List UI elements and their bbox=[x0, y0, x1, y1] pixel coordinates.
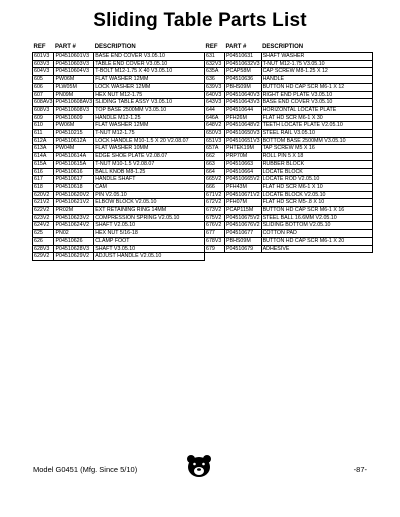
table-row bbox=[33, 91, 205, 99]
description-cell: SLIDING BOTTOM V2.05.10 bbox=[261, 222, 372, 230]
part-number-cell: PHTEK19M bbox=[225, 145, 262, 153]
part-number-cell: PW04M bbox=[54, 145, 94, 153]
ref-cell: 671V2 bbox=[205, 191, 225, 199]
part-number-cell: PN09M bbox=[54, 91, 94, 99]
description-cell: T-NUT M12-1.75 bbox=[94, 130, 205, 138]
table-row bbox=[205, 237, 373, 245]
part-number-cell: PFH43M bbox=[225, 183, 262, 191]
table-row bbox=[205, 130, 373, 138]
ref-cell: 608AV3 bbox=[34, 99, 53, 106]
table-row bbox=[205, 99, 373, 107]
table-row bbox=[33, 122, 205, 130]
page-number: -87- bbox=[353, 465, 367, 474]
description-cell: LOCK WASHER 12MM bbox=[94, 83, 205, 91]
ref-cell: 628V3 bbox=[33, 245, 54, 253]
ref-cell: 632V3 bbox=[205, 60, 225, 68]
ref-cell: 625 bbox=[33, 230, 54, 238]
ref-cell: 623V2 bbox=[33, 214, 54, 222]
description-cell: T-BOLT M12-1.75 X 40 V3.05.10 bbox=[94, 68, 205, 76]
description-cell: COMPRESSION SPRING V2.05.10 bbox=[94, 214, 205, 222]
part-number-cell: P04510601V3 bbox=[54, 53, 94, 61]
description-cell: BUTTON HD CAP SCR M6-1 X 12 bbox=[261, 83, 372, 91]
description-cell: FLAT WASHER 12MM bbox=[94, 122, 205, 130]
ref-cell: 616 bbox=[33, 168, 54, 176]
part-number-cell: PW06M bbox=[54, 122, 94, 130]
table-row bbox=[33, 237, 205, 245]
ref-cell: 675V2 bbox=[205, 214, 225, 222]
description-header: DESCRIPTION bbox=[262, 44, 304, 51]
table-row bbox=[205, 230, 373, 238]
ref-cell: 612A bbox=[33, 137, 54, 145]
table-row bbox=[33, 137, 205, 145]
ref-header: REF bbox=[205, 44, 218, 51]
part-number-cell: P04510644 bbox=[225, 106, 262, 114]
part-number-cell: P04510677 bbox=[225, 230, 262, 238]
table-row bbox=[33, 60, 205, 68]
table-row bbox=[33, 53, 205, 61]
part-number-cell: P04510617 bbox=[54, 176, 94, 184]
ref-cell: 640V3 bbox=[205, 91, 225, 99]
part-number-cell: PCAP115M bbox=[225, 207, 262, 215]
ref-cell: 662 bbox=[205, 153, 225, 161]
ref-cell: 613A bbox=[33, 145, 54, 153]
part-number-cell: PFH07M bbox=[225, 199, 262, 207]
description-cell: HANDLE bbox=[261, 76, 372, 84]
part-header: PART # bbox=[225, 44, 247, 51]
ref-cell: 643V3 bbox=[205, 99, 225, 107]
table-row bbox=[205, 60, 373, 68]
ref-cell: 664 bbox=[205, 168, 225, 176]
table-row bbox=[33, 191, 205, 199]
table-header-row bbox=[33, 43, 205, 53]
ref-cell: 603V3 bbox=[33, 60, 54, 68]
ref-cell: 617 bbox=[33, 176, 54, 184]
description-cell: EXT RETAINING RING 14MM bbox=[94, 207, 205, 215]
table-row bbox=[33, 230, 205, 238]
ref-cell: 631 bbox=[205, 53, 225, 61]
part-number-cell: P04510624V2 bbox=[54, 222, 94, 230]
description-cell: CLAMP FOOT bbox=[94, 237, 205, 245]
table-row bbox=[33, 253, 205, 261]
model-footer: Model G0451 (Mfg. Since 5/10) bbox=[33, 465, 138, 474]
ref-cell: 610 bbox=[33, 122, 54, 130]
description-cell: SLIDING TABLE ASSY V3.05.10 bbox=[94, 99, 205, 107]
part-header: PART # bbox=[54, 44, 76, 51]
page-title: Sliding Table Parts List bbox=[93, 10, 307, 31]
ref-cell: 665V2 bbox=[205, 176, 225, 184]
table-row bbox=[33, 207, 205, 215]
table-row bbox=[205, 199, 373, 207]
description-cell: CAP SCREW M8-1.25 X 12 bbox=[261, 68, 372, 76]
part-number-cell: P04510604V3 bbox=[54, 68, 94, 76]
ref-cell: 657A bbox=[205, 145, 225, 153]
description-cell: RIGHT END PLATE V3.05.10 bbox=[261, 91, 372, 99]
ref-cell: 666 bbox=[205, 183, 225, 191]
table-row bbox=[205, 160, 373, 168]
description-cell: HEX NUT M12-1.75 bbox=[94, 91, 205, 99]
part-number-cell: P04510640V3 bbox=[226, 91, 260, 98]
ref-cell: 646A bbox=[205, 114, 225, 122]
part-number-cell: P04510671V2 bbox=[226, 191, 260, 198]
ref-cell: 644 bbox=[205, 106, 225, 114]
ref-cell: 605 bbox=[33, 76, 54, 84]
part-number-cell: PLW05M bbox=[54, 83, 94, 91]
table-row bbox=[205, 222, 373, 230]
ref-cell: 639V3 bbox=[205, 83, 225, 91]
description-cell: SHAFT WASHER bbox=[261, 53, 372, 61]
description-cell: TOP BASE 2500MM V3.05.10 bbox=[94, 106, 205, 114]
description-cell: HORIZONTAL LOCATE PLATE bbox=[261, 106, 372, 114]
table-row bbox=[205, 168, 373, 176]
ref-cell: 606 bbox=[33, 83, 54, 91]
part-number-cell: P04510648V2 bbox=[226, 122, 260, 129]
description-cell: ADJUST HANDLE V2.05.10 bbox=[94, 253, 205, 261]
ref-cell: 620V2 bbox=[33, 191, 54, 199]
description-cell: FLAT WASHER 12MM bbox=[94, 76, 205, 84]
ref-cell: 621V2 bbox=[33, 199, 54, 207]
description-cell: COTTON PAD bbox=[261, 230, 372, 238]
ref-cell: 608V3 bbox=[33, 106, 54, 114]
description-cell: RUBBER BLOCK bbox=[261, 160, 372, 168]
description-cell: TEETH LOCATE PLATE V2.05.10 bbox=[261, 122, 372, 130]
table-row bbox=[205, 53, 373, 61]
part-number-cell: P04510621V2 bbox=[54, 199, 94, 207]
description-cell: LOCK HANDLE M10-1.5 X 20 V2.08.07 bbox=[94, 137, 205, 145]
ref-cell: 678V3 bbox=[205, 237, 225, 245]
description-cell: TABLE END COVER V3.05.10 bbox=[94, 60, 205, 68]
part-number-cell: PW06M bbox=[54, 76, 94, 84]
ref-cell: 636 bbox=[205, 76, 225, 84]
part-number-cell: P04510609 bbox=[54, 114, 94, 122]
ref-cell: 672V2 bbox=[205, 199, 225, 207]
ref-cell: 618 bbox=[33, 183, 54, 191]
part-number-cell: P04510215 bbox=[54, 130, 94, 138]
description-cell: STEEL BALL 16.6MM V2.05.10 bbox=[261, 214, 372, 222]
table-row bbox=[205, 183, 373, 191]
description-cell: FLAT HD SCR M6-1 X 30 bbox=[261, 114, 372, 122]
table-row bbox=[33, 130, 205, 138]
description-cell: ELBOW BLOCK V2.05.10 bbox=[94, 199, 205, 207]
description-cell: BASE END COVER V3.05.10 bbox=[94, 53, 205, 61]
ref-cell: 679 bbox=[205, 245, 225, 253]
part-number-cell: P04510664 bbox=[225, 168, 262, 176]
table-row bbox=[33, 68, 205, 76]
description-cell: T-NUT M10-1.5 V2.08.07 bbox=[94, 160, 205, 168]
part-number-cell: P04510623V2 bbox=[54, 214, 94, 222]
ref-cell: 622V2 bbox=[33, 207, 54, 215]
description-cell: LOCATE ROD V2.05.10 bbox=[261, 176, 372, 184]
grizzly-bear-logo-icon bbox=[185, 453, 213, 479]
description-cell: ROLL PIN 5 X 18 bbox=[261, 153, 372, 161]
part-number-cell: P04510679 bbox=[225, 245, 262, 253]
table-row bbox=[205, 207, 373, 215]
table-row bbox=[33, 153, 205, 161]
table-row bbox=[33, 183, 205, 191]
table-row bbox=[205, 245, 373, 253]
table-row bbox=[33, 199, 205, 207]
part-number-cell: P04510676V2 bbox=[226, 222, 260, 229]
description-cell: LOCATE BLOCK bbox=[261, 168, 372, 176]
description-cell: TAP SCREW M5 X 16 bbox=[261, 145, 372, 153]
parts-table-right bbox=[204, 43, 373, 253]
part-number-cell: P04510614A bbox=[54, 153, 94, 161]
part-number-cell: P04510663 bbox=[225, 160, 262, 168]
part-number-cell: P04510608AV3 bbox=[55, 99, 93, 106]
part-number-cell: PN02 bbox=[54, 230, 94, 238]
part-number-cell: P04510612A bbox=[54, 137, 94, 145]
table-row bbox=[205, 114, 373, 122]
table-row bbox=[33, 145, 205, 153]
ref-cell: 615A bbox=[33, 160, 54, 168]
ref-cell: 607 bbox=[33, 91, 54, 99]
table-row bbox=[205, 83, 373, 91]
description-cell: CAM bbox=[94, 183, 205, 191]
description-cell: ADHESIVE bbox=[261, 245, 372, 253]
table-row bbox=[205, 153, 373, 161]
part-number-cell: P04510632V3 bbox=[226, 60, 260, 67]
part-number-cell: P04510643V3 bbox=[226, 99, 260, 106]
part-number-cell: P04510631 bbox=[225, 53, 262, 61]
table-row bbox=[33, 106, 205, 114]
part-number-cell: PR02M bbox=[54, 207, 94, 215]
description-cell: SHAFT V3.05.10 bbox=[94, 245, 205, 253]
ref-cell: 673V2 bbox=[205, 207, 225, 215]
ref-cell: 650V3 bbox=[205, 130, 225, 138]
description-cell: T-NUT M12-1.75 V3.05.10 bbox=[261, 60, 372, 68]
part-number-cell: P04510615A bbox=[54, 160, 94, 168]
table-row bbox=[33, 245, 205, 253]
description-cell: EDGE SHOE PLATE V2.08.07 bbox=[94, 153, 205, 161]
description-cell: HANDLE M12-1.25 bbox=[94, 114, 205, 122]
table-row bbox=[33, 99, 205, 107]
table-row bbox=[205, 76, 373, 84]
part-number-cell: P04510603V3 bbox=[54, 60, 94, 68]
part-number-cell: P04510618 bbox=[54, 183, 94, 191]
table-row bbox=[205, 145, 373, 153]
ref-cell: 677 bbox=[205, 230, 225, 238]
description-cell: SHAFT V2.05.10 bbox=[94, 222, 205, 230]
part-number-cell: P04510665V2 bbox=[226, 176, 260, 183]
description-cell: BUTTON HD CAP SCR M6-1 X 16 bbox=[261, 207, 372, 215]
part-number-cell: P04510628V3 bbox=[54, 245, 94, 253]
description-cell: BUTTON HD CAP SCR M6-1 X 20 bbox=[261, 237, 372, 245]
part-number-cell: P04510616 bbox=[54, 168, 94, 176]
table-row bbox=[205, 106, 373, 114]
part-number-cell: PRP70M bbox=[225, 153, 262, 161]
table-row bbox=[33, 214, 205, 222]
part-number-cell: P04510629V2 bbox=[54, 253, 94, 261]
ref-cell: 676V2 bbox=[205, 222, 225, 230]
part-number-cell: PCAP58M bbox=[225, 68, 262, 76]
description-cell: BALL KNOB M8-1.25 bbox=[94, 168, 205, 176]
table-row bbox=[205, 214, 373, 222]
table-row bbox=[33, 176, 205, 184]
ref-cell: 609 bbox=[33, 114, 54, 122]
table-row bbox=[33, 76, 205, 84]
part-number-cell: P04510608V3 bbox=[54, 106, 94, 114]
ref-cell: 614A bbox=[33, 153, 54, 161]
description-cell: BOTTOM BASE 2500MM V3.05.10 bbox=[261, 137, 372, 145]
part-number-cell: P04510650V3 bbox=[226, 130, 260, 137]
description-cell: FLAT HD SCR M6-1 X 10 bbox=[261, 183, 372, 191]
description-cell: LOCATE BLOCK V2.05.10 bbox=[261, 191, 372, 199]
table-row bbox=[205, 191, 373, 199]
ref-cell: 604V3 bbox=[33, 68, 54, 76]
description-cell: STEEL RAIL V3.05.10 bbox=[261, 130, 372, 138]
ref-cell: 611 bbox=[33, 130, 54, 138]
part-number-cell: P04510626 bbox=[54, 237, 94, 245]
part-number-cell: P04510620V2 bbox=[54, 191, 94, 199]
part-number-cell: PBHS09M bbox=[225, 83, 262, 91]
ref-cell: 601V3 bbox=[33, 53, 54, 61]
table-row bbox=[33, 168, 205, 176]
part-number-cell: PFH26M bbox=[225, 114, 262, 122]
parts-table-left bbox=[32, 43, 205, 261]
table-row bbox=[33, 222, 205, 230]
description-cell: HANDLE SHAFT bbox=[94, 176, 205, 184]
part-number-cell: PBHS09M bbox=[225, 237, 262, 245]
ref-cell: 648V2 bbox=[205, 122, 225, 130]
description-cell: PIN V2.05.10 bbox=[94, 191, 205, 199]
table-row bbox=[33, 160, 205, 168]
ref-cell: 651V3 bbox=[205, 137, 225, 145]
table-header-row bbox=[205, 43, 373, 53]
ref-header: REF bbox=[33, 44, 46, 51]
part-number-cell: P04510675V2 bbox=[226, 214, 260, 221]
description-cell: FLAT WASHER 10MM bbox=[94, 145, 205, 153]
ref-cell: 629V2 bbox=[33, 253, 54, 261]
ref-cell: 626 bbox=[33, 237, 54, 245]
part-number-cell: P04510636 bbox=[225, 76, 262, 84]
table-row bbox=[205, 122, 373, 130]
ref-cell: 635A bbox=[205, 68, 225, 76]
table-row bbox=[205, 91, 373, 99]
table-row bbox=[205, 176, 373, 184]
ref-cell: 624V2 bbox=[33, 222, 54, 230]
ref-cell: 663 bbox=[205, 160, 225, 168]
part-number-cell: P04510651V3 bbox=[226, 137, 260, 144]
table-row bbox=[33, 114, 205, 122]
table-row bbox=[33, 83, 205, 91]
table-row bbox=[205, 68, 373, 76]
description-cell: BASE END COVER V3.05.10 bbox=[261, 99, 372, 107]
description-cell: HEX NUT 5/16-18 bbox=[94, 230, 205, 238]
table-row bbox=[205, 137, 373, 145]
description-header: DESCRIPTION bbox=[94, 44, 136, 51]
description-cell: FLAT HD SCR M5-.8 X 10 bbox=[261, 199, 372, 207]
